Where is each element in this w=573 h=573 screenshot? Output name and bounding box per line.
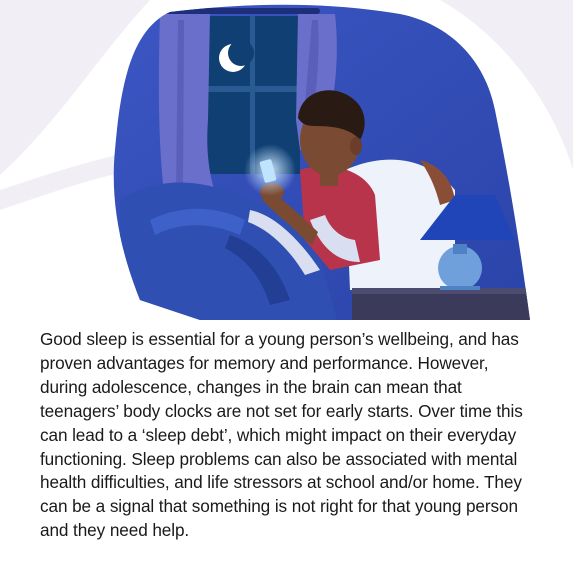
body-paragraph: Good sleep is essential for a young person’s wellbeing, and has proven advantages for memory and performance. However, during adolescence, changes in the brain can mean that teenagers’ body clocks are not set for early starts. Over time this can lead to a ‘sleep debt’, which might impact on their everyday functioning. Sleep problems can also be associated with mental health difficulties, and life stressors at school and/or home. They can be a signal that something is not right for that young person and they need help. (40, 329, 523, 541)
phone-icon (244, 144, 296, 196)
